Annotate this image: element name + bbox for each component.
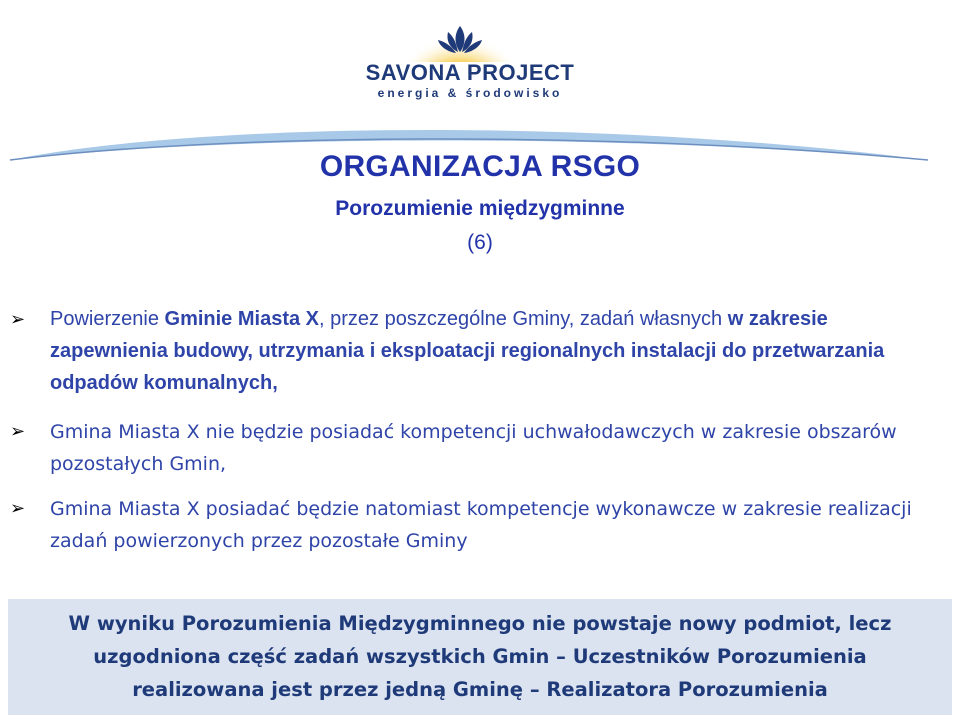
summary-line: uzgodniona część zadań wszystkich Gmin – Uczestników Porozumienia bbox=[93, 645, 867, 668]
bullet-text: Gmina Miasta X posiadać będzie natomiast kompetencje wykonawcze w zakresie realizacji zadań powierzonych przez pozostałe Gminy bbox=[50, 498, 912, 552]
bullet-text: Gmina Miasta X nie będzie posiadać kompetencji uchwałodawczych w zakresie obszarów pozostałych Gmin, bbox=[50, 421, 897, 475]
logo-name: SAVONA PROJECT bbox=[365, 60, 575, 85]
bullet-segment-bold: w zakresie zapewnienia budowy, utrzymania i eksploatacji regionalnych instalacji do przetwarzania odpadów komunalnych, bbox=[50, 308, 885, 394]
logo-tagline: energia & środowisko bbox=[377, 86, 563, 100]
arrow-bullet-icon: ➢ bbox=[10, 498, 26, 519]
arrow-bullet-icon: ➢ bbox=[10, 421, 26, 442]
bullet-segment: Powierzenie bbox=[50, 308, 165, 330]
bullet-segment: , przez poszczególne Gminy, zadań własnych bbox=[319, 308, 728, 330]
bullet-item bbox=[10, 493, 940, 557]
arrow-bullet-icon: ➢ bbox=[10, 309, 26, 329]
slide-number: (6) bbox=[467, 231, 493, 254]
savona-logo bbox=[350, 0, 590, 110]
page-subtitle: Porozumienie międzygminne bbox=[335, 197, 625, 220]
bullet-item bbox=[10, 303, 940, 399]
sun-lotus-icon bbox=[350, 0, 590, 62]
summary-line: realizowana jest przez jedną Gminę – Realizatora Porozumienia bbox=[132, 678, 828, 701]
summary-line: W wyniku Porozumienia Międzygminnego nie powstaje nowy podmiot, lecz bbox=[68, 612, 892, 635]
page-title: ORGANIZACJA RSGO bbox=[319, 150, 641, 183]
summary-text bbox=[8, 607, 952, 706]
bullet-text bbox=[50, 303, 940, 399]
bullet-segment-bold: Gminie Miasta X bbox=[164, 308, 320, 330]
bullet-item bbox=[10, 416, 940, 480]
